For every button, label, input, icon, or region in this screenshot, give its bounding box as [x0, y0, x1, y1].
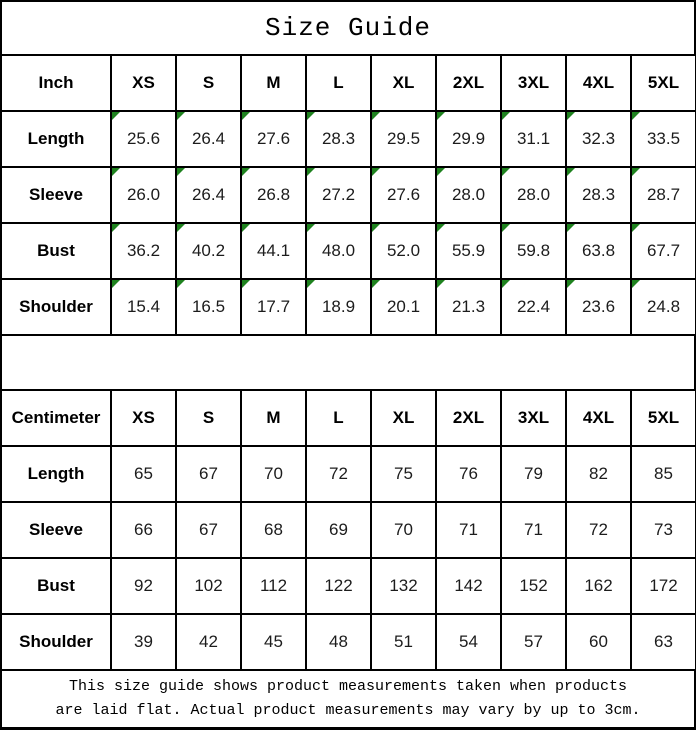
size-value: 67.7: [646, 241, 681, 260]
size-value: 85: [654, 464, 673, 483]
size-value: 22.4: [516, 297, 551, 316]
size-value-cell: [176, 167, 241, 223]
green-triangle-marker-icon: [242, 224, 250, 232]
size-value: 25.6: [126, 129, 161, 148]
size-column-header: 4XL: [566, 390, 631, 446]
size-value-cell: [436, 167, 501, 223]
size-value: 27.6: [386, 185, 421, 204]
size-column-header: S: [176, 55, 241, 111]
row-label: Sleeve: [1, 502, 111, 558]
size-value: 54: [459, 632, 478, 651]
row-label: Bust: [1, 558, 111, 614]
size-value: 71: [524, 520, 543, 539]
size-value-cell: [241, 167, 306, 223]
size-value-cell: [371, 614, 436, 670]
size-value-cell: [566, 223, 631, 279]
size-value-cell: [436, 502, 501, 558]
size-value: 102: [194, 576, 223, 595]
size-value: 66: [134, 520, 153, 539]
green-triangle-marker-icon: [437, 168, 445, 176]
size-column-header: 5XL: [631, 55, 696, 111]
size-value-cell: [436, 111, 501, 167]
size-value: 162: [584, 576, 613, 595]
green-triangle-marker-icon: [242, 168, 250, 176]
size-value: 172: [649, 576, 678, 595]
size-value: 26.4: [191, 129, 226, 148]
row-label: Shoulder: [1, 614, 111, 670]
size-value: 79: [524, 464, 543, 483]
size-column-header: XL: [371, 55, 436, 111]
size-value: 45: [264, 632, 283, 651]
size-value-cell: [241, 558, 306, 614]
size-value: 75: [394, 464, 413, 483]
size-value: 27.6: [256, 129, 291, 148]
size-value: 69: [329, 520, 348, 539]
measurement-row: [1, 279, 696, 335]
size-value-cell: [501, 558, 566, 614]
size-value-cell: [306, 111, 371, 167]
green-triangle-marker-icon: [567, 112, 575, 120]
size-value: 142: [454, 576, 483, 595]
size-value: 71: [459, 520, 478, 539]
size-value-cell: [501, 614, 566, 670]
green-triangle-marker-icon: [502, 280, 510, 288]
size-value: 55.9: [451, 241, 486, 260]
green-triangle-marker-icon: [502, 168, 510, 176]
unit-header: Centimeter: [1, 390, 111, 446]
size-value-cell: [566, 446, 631, 502]
row-label: Shoulder: [1, 279, 111, 335]
size-header-row: [1, 390, 696, 446]
green-triangle-marker-icon: [177, 224, 185, 232]
green-triangle-marker-icon: [307, 280, 315, 288]
green-triangle-marker-icon: [437, 280, 445, 288]
size-value: 28.0: [451, 185, 486, 204]
size-value: 21.3: [451, 297, 486, 316]
size-value-cell: [631, 558, 696, 614]
size-value: 59.8: [516, 241, 551, 260]
size-value: 122: [324, 576, 353, 595]
size-value-cell: [176, 614, 241, 670]
size-value-cell: [501, 446, 566, 502]
size-value-cell: [436, 223, 501, 279]
size-value: 17.7: [256, 297, 291, 316]
size-column-header: S: [176, 390, 241, 446]
size-value: 32.3: [581, 129, 616, 148]
green-triangle-marker-icon: [307, 224, 315, 232]
size-value-cell: [566, 279, 631, 335]
size-column-header: L: [306, 55, 371, 111]
size-value-cell: [241, 223, 306, 279]
size-value-cell: [436, 614, 501, 670]
size-value: 70: [264, 464, 283, 483]
measurement-row: [1, 558, 696, 614]
size-value-cell: [241, 279, 306, 335]
size-value-cell: [566, 167, 631, 223]
size-value: 28.0: [516, 185, 551, 204]
size-value: 72: [329, 464, 348, 483]
row-label: Sleeve: [1, 167, 111, 223]
green-triangle-marker-icon: [502, 224, 510, 232]
size-value-cell: [111, 167, 176, 223]
size-value-cell: [501, 502, 566, 558]
measurement-row: [1, 111, 696, 167]
size-value-cell: [306, 558, 371, 614]
size-value: 28.3: [581, 185, 616, 204]
size-value: 65: [134, 464, 153, 483]
size-column-header: XL: [371, 390, 436, 446]
green-triangle-marker-icon: [372, 112, 380, 120]
green-triangle-marker-icon: [632, 224, 640, 232]
size-value: 51: [394, 632, 413, 651]
size-value: 112: [259, 576, 288, 595]
size-column-header: 3XL: [501, 55, 566, 111]
size-value-cell: [436, 279, 501, 335]
size-value-cell: [436, 558, 501, 614]
green-triangle-marker-icon: [242, 112, 250, 120]
size-value-cell: [631, 111, 696, 167]
size-column-header: 4XL: [566, 55, 631, 111]
size-value-cell: [111, 446, 176, 502]
size-value: 68: [264, 520, 283, 539]
green-triangle-marker-icon: [112, 280, 120, 288]
size-value: 31.1: [516, 129, 551, 148]
size-header-row: [1, 55, 696, 111]
centimeter-size-table: [0, 389, 696, 671]
measurement-row: [1, 502, 696, 558]
size-column-header: XS: [111, 390, 176, 446]
size-value-cell: [566, 502, 631, 558]
size-value: 152: [519, 576, 548, 595]
size-value-cell: [371, 279, 436, 335]
size-value-cell: [631, 614, 696, 670]
green-triangle-marker-icon: [177, 168, 185, 176]
size-value: 42: [199, 632, 218, 651]
table-spacer: [0, 334, 696, 391]
size-value-cell: [306, 223, 371, 279]
size-value: 26.0: [126, 185, 161, 204]
size-value: 28.7: [646, 185, 681, 204]
size-value: 57: [524, 632, 543, 651]
measurement-row: [1, 614, 696, 670]
size-column-header: 2XL: [436, 390, 501, 446]
size-value: 33.5: [646, 129, 681, 148]
size-value: 82: [589, 464, 608, 483]
size-guide-disclaimer: [0, 669, 696, 730]
size-value-cell: [501, 223, 566, 279]
green-triangle-marker-icon: [567, 168, 575, 176]
row-label: Length: [1, 446, 111, 502]
green-triangle-marker-icon: [112, 224, 120, 232]
size-value-cell: [371, 446, 436, 502]
measurement-row: [1, 223, 696, 279]
size-value: 26.8: [256, 185, 291, 204]
size-value: 48.0: [321, 241, 356, 260]
size-column-header: L: [306, 390, 371, 446]
size-value: 29.5: [386, 129, 421, 148]
size-value-cell: [436, 446, 501, 502]
size-value-cell: [176, 502, 241, 558]
size-value-cell: [306, 502, 371, 558]
size-value-cell: [176, 223, 241, 279]
green-triangle-marker-icon: [112, 168, 120, 176]
size-value: 76: [459, 464, 478, 483]
size-value: 36.2: [126, 241, 161, 260]
size-value-cell: [111, 614, 176, 670]
size-value-cell: [111, 279, 176, 335]
size-value: 67: [199, 520, 218, 539]
size-value-cell: [111, 223, 176, 279]
size-value: 39: [134, 632, 153, 651]
size-value-cell: [241, 614, 306, 670]
inch-size-table: [0, 54, 696, 336]
size-value-cell: [176, 111, 241, 167]
size-value-cell: [631, 223, 696, 279]
size-value: 40.2: [191, 241, 226, 260]
size-value-cell: [111, 502, 176, 558]
size-value-cell: [631, 446, 696, 502]
size-value-cell: [176, 558, 241, 614]
size-value: 63: [654, 632, 673, 651]
green-triangle-marker-icon: [567, 224, 575, 232]
size-value: 132: [389, 576, 418, 595]
green-triangle-marker-icon: [632, 112, 640, 120]
green-triangle-marker-icon: [567, 280, 575, 288]
measurement-row: [1, 167, 696, 223]
green-triangle-marker-icon: [242, 280, 250, 288]
size-value-cell: [306, 167, 371, 223]
green-triangle-marker-icon: [372, 280, 380, 288]
green-triangle-marker-icon: [502, 112, 510, 120]
green-triangle-marker-icon: [437, 112, 445, 120]
size-value-cell: [176, 446, 241, 502]
size-value-cell: [371, 223, 436, 279]
unit-header: Inch: [1, 55, 111, 111]
row-label: Length: [1, 111, 111, 167]
size-value: 20.1: [386, 297, 421, 316]
size-value: 27.2: [321, 185, 356, 204]
size-value-cell: [306, 279, 371, 335]
size-value: 29.9: [451, 129, 486, 148]
size-value-cell: [501, 167, 566, 223]
green-triangle-marker-icon: [307, 168, 315, 176]
size-value-cell: [566, 558, 631, 614]
size-guide-title-box: [0, 0, 696, 56]
size-value: 73: [654, 520, 673, 539]
size-value: 92: [134, 576, 153, 595]
size-value-cell: [241, 446, 306, 502]
size-value-cell: [241, 502, 306, 558]
size-value-cell: [631, 502, 696, 558]
size-value: 44.1: [256, 241, 291, 260]
size-value: 60: [589, 632, 608, 651]
size-value-cell: [241, 111, 306, 167]
disclaimer-line-1: This size guide shows product measurements taken when products: [68, 678, 628, 695]
green-triangle-marker-icon: [632, 280, 640, 288]
green-triangle-marker-icon: [372, 168, 380, 176]
size-value-cell: [111, 558, 176, 614]
size-value: 48: [329, 632, 348, 651]
green-triangle-marker-icon: [177, 112, 185, 120]
size-value-cell: [306, 446, 371, 502]
size-value: 70: [394, 520, 413, 539]
size-column-header: M: [241, 55, 306, 111]
size-value-cell: [176, 279, 241, 335]
size-column-header: 5XL: [631, 390, 696, 446]
size-column-header: 3XL: [501, 390, 566, 446]
green-triangle-marker-icon: [632, 168, 640, 176]
size-value-cell: [111, 111, 176, 167]
size-value-cell: [631, 279, 696, 335]
size-value-cell: [566, 111, 631, 167]
size-value: 24.8: [646, 297, 681, 316]
size-value-cell: [371, 111, 436, 167]
size-value-cell: [501, 279, 566, 335]
size-value-cell: [371, 558, 436, 614]
size-value: 18.9: [321, 297, 356, 316]
size-value-cell: [631, 167, 696, 223]
size-value-cell: [501, 111, 566, 167]
size-value: 63.8: [581, 241, 616, 260]
size-value: 16.5: [191, 297, 226, 316]
green-triangle-marker-icon: [437, 224, 445, 232]
size-column-header: M: [241, 390, 306, 446]
size-column-header: XS: [111, 55, 176, 111]
size-value: 52.0: [386, 241, 421, 260]
measurement-row: [1, 446, 696, 502]
size-value: 15.4: [126, 297, 161, 316]
green-triangle-marker-icon: [372, 224, 380, 232]
size-value-cell: [371, 167, 436, 223]
size-value: 23.6: [581, 297, 616, 316]
size-value: 72: [589, 520, 608, 539]
disclaimer-line-2: are laid flat. Actual product measurements may vary by up to 3cm.: [55, 702, 641, 719]
size-value: 28.3: [321, 129, 356, 148]
green-triangle-marker-icon: [307, 112, 315, 120]
size-value: 67: [199, 464, 218, 483]
green-triangle-marker-icon: [112, 112, 120, 120]
size-value: 26.4: [191, 185, 226, 204]
size-value-cell: [566, 614, 631, 670]
green-triangle-marker-icon: [177, 280, 185, 288]
size-column-header: 2XL: [436, 55, 501, 111]
row-label: Bust: [1, 223, 111, 279]
page-title: Size Guide: [264, 13, 432, 43]
size-value-cell: [306, 614, 371, 670]
size-value-cell: [371, 502, 436, 558]
